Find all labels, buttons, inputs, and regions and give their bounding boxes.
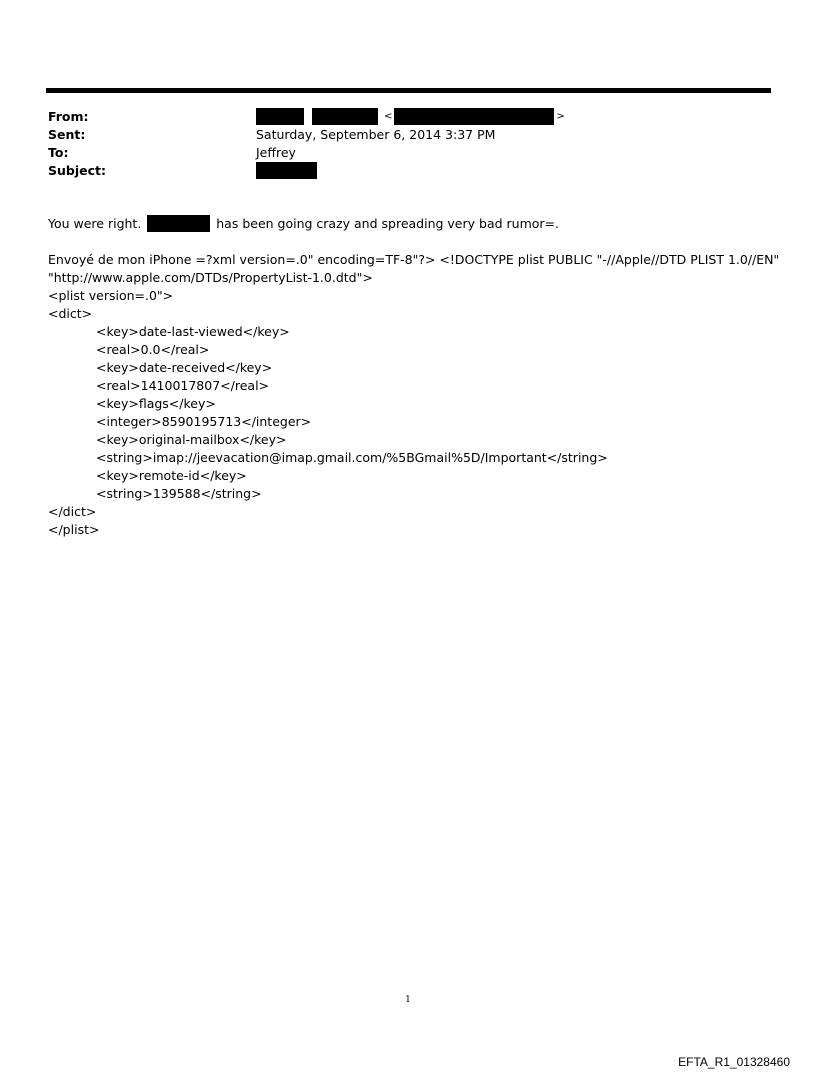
subject-value <box>256 162 317 180</box>
from-row <box>48 108 748 126</box>
from-open-bracket: < <box>383 111 393 122</box>
xml-line: Envoyé de mon iPhone =?xml version=.0" encoding=TF-8"?> <!DOCTYPE plist PUBLIC "-//Apple//DTD PLIST 1.0//EN" <box>48 252 780 267</box>
xml-line: <string>imap://jeevacation@imap.gmail.com/%5BGmail%5D/Important</string> <box>96 450 608 465</box>
redaction-box <box>256 162 317 179</box>
xml-line: <key>date-received</key> <box>96 360 273 375</box>
xml-line: <key>original-mailbox</key> <box>96 432 287 447</box>
to-row <box>48 144 748 162</box>
xml-line: <key>flags</key> <box>96 396 216 411</box>
to-label: To: <box>48 145 69 160</box>
bates-number: EFTA_R1_01328460 <box>678 1055 790 1069</box>
message-first-line <box>48 215 559 233</box>
from-value <box>256 108 567 126</box>
xml-line: </dict> <box>48 504 97 519</box>
redaction-box <box>256 108 304 125</box>
page-number: 1 <box>405 995 411 1005</box>
xml-line: <plist version=.0"> <box>48 288 174 303</box>
xml-line: <real>1410017807</real> <box>96 378 270 393</box>
top-divider-rule <box>46 88 771 93</box>
redaction-box <box>312 108 378 125</box>
subject-label: Subject: <box>48 163 106 178</box>
message-text-before: You were right. <box>48 216 146 231</box>
email-header <box>48 108 748 180</box>
xml-line: <real>0.0</real> <box>96 342 210 357</box>
message-xml-body <box>48 251 779 539</box>
redaction-box <box>147 215 210 232</box>
redaction-box <box>394 108 554 125</box>
sent-label: Sent: <box>48 127 86 142</box>
xml-line: </plist> <box>48 522 100 537</box>
to-value: Jeffrey <box>256 145 296 160</box>
xml-line: <dict> <box>48 306 93 321</box>
xml-line: <key>date-last-viewed</key> <box>96 324 290 339</box>
xml-line: <integer>8590195713</integer> <box>96 414 312 429</box>
xml-line: <key>remote-id</key> <box>96 468 247 483</box>
from-label: From: <box>48 109 89 124</box>
from-close-bracket: > <box>556 111 565 122</box>
sent-row <box>48 126 748 144</box>
subject-row <box>48 162 748 180</box>
xml-line: "http://www.apple.com/DTDs/PropertyList-1.0.dtd"> <box>48 270 373 285</box>
xml-line: <string>139588</string> <box>96 486 262 501</box>
message-text-after: has been going crazy and spreading very bad rumor=. <box>212 216 559 231</box>
sent-value: Saturday, September 6, 2014 3:37 PM <box>256 127 496 142</box>
